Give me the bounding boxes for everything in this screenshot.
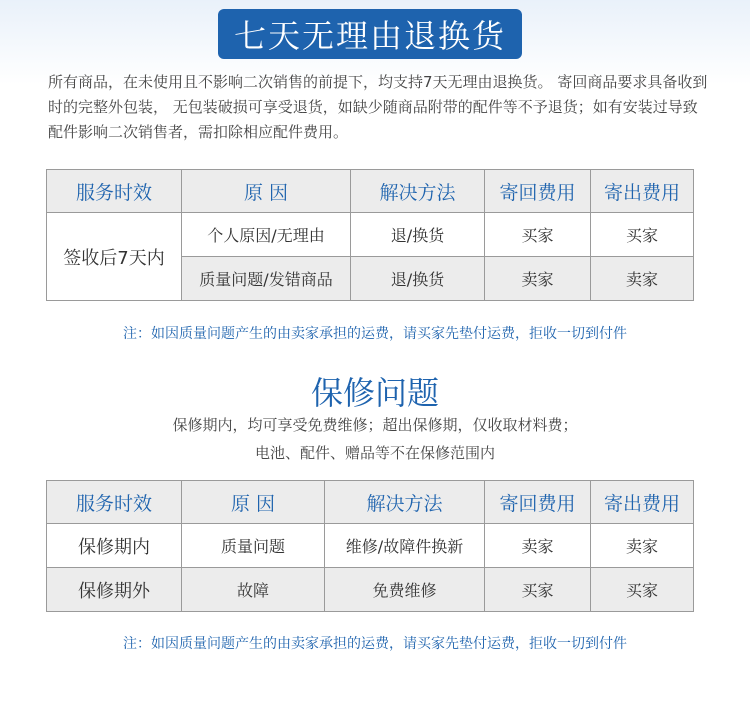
solution-cell: 退/换货 [351,257,485,301]
shipping-note: 注：如因质量问题产生的由卖家承担的运费，请买家先垫付运费，拒收一切到付件 [123,326,627,342]
period-cell: 保修期内 [47,524,182,568]
header-send-fee: 寄出费用 [591,170,694,213]
page-title: 七天无理由退换货 [233,17,506,55]
table-row [47,568,694,612]
table-row [47,524,694,568]
send-fee-cell: 买家 [591,213,694,257]
warranty-description [0,411,750,467]
intro-paragraph: 所有商品，在未使用且不影响二次销售的前提下，均支持7天无理由退换货。 寄回商品要求具备收到时的完整外包装， 无包装破损可享受退货，如缺少随商品附带的配件等不予退货；如有安装过导致配件影响二次销售者，需扣除相应配件费用。 [48,73,708,141]
reason-cell: 质量问题 [182,524,325,568]
header-return-fee: 寄回费用 [485,481,591,524]
return-fee-cell: 买家 [485,568,591,612]
header-return-fee: 寄回费用 [485,170,591,213]
table-row [47,213,694,257]
warranty-line: 电池、配件、赠品等不在保修范围内 [254,444,495,462]
period-cell: 保修期外 [47,568,182,612]
solution-cell: 退/换货 [351,213,485,257]
send-fee-cell: 卖家 [591,524,694,568]
header-period: 服务时效 [47,170,182,213]
return-fee-cell: 卖家 [485,257,591,301]
reason-cell: 个人原因/无理由 [182,213,351,257]
page-title-banner [218,9,522,59]
header-period: 服务时效 [47,481,182,524]
table-header-row [47,170,694,213]
send-fee-cell: 卖家 [591,257,694,301]
return-policy-table [46,169,694,301]
warranty-table [46,480,694,612]
header-send-fee: 寄出费用 [591,481,694,524]
table-header-row [47,481,694,524]
header-solution: 解决方法 [325,481,485,524]
period-cell: 签收后7天内 [47,213,182,301]
return-fee-cell: 买家 [485,213,591,257]
solution-cell: 免费维修 [325,568,485,612]
reason-cell: 质量问题/发错商品 [182,257,351,301]
header-reason: 原 因 [182,170,351,213]
warranty-title: 保修问题 [310,374,439,412]
return-fee-cell: 卖家 [485,524,591,568]
reason-cell: 故障 [182,568,325,612]
header-reason: 原 因 [182,481,325,524]
warranty-line: 保修期内，均可享受免费维修；超出保修期，仅收取材料费； [172,416,578,434]
solution-cell: 维修/故障件换新 [325,524,485,568]
header-solution: 解决方法 [351,170,485,213]
shipping-note: 注：如因质量问题产生的由卖家承担的运费，请买家先垫付运费，拒收一切到付件 [123,636,627,652]
send-fee-cell: 买家 [591,568,694,612]
